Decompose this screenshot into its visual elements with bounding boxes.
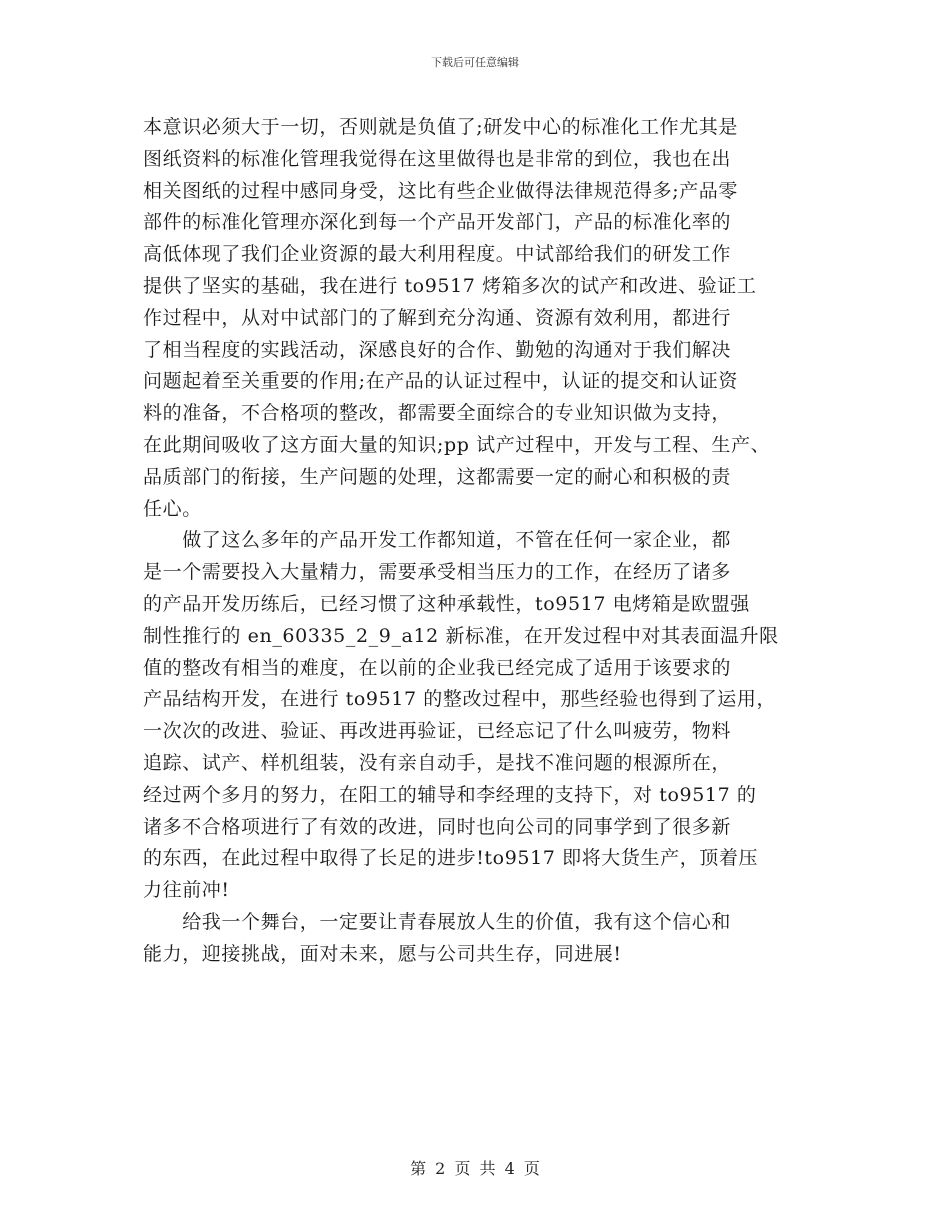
text-line: 图纸资料的标准化管理我觉得在这里做得也是非常的到位，我也在出 [143,147,732,170]
text-line: 能力，迎接挑战，面对未来，愿与公司共生存，同进展! [143,942,622,965]
text-line: 追踪、试产、样机组装，没有亲自动手，是找不准问题的根源所在， [143,751,732,774]
text-line: 提供了坚实的基础，我在进行 to9517 烤箱多次的试产和改进、验证工 [143,274,757,297]
text-line: 任心。 [143,497,202,520]
text-line: 问题起着至关重要的作用;在产品的认证过程中，认证的提交和认证资 [143,370,739,393]
text-line: 一次次的改进、验证、再改进再验证，已经忘记了什么叫疲劳，物料 [143,720,732,743]
text-line: 值的整改有相当的难度，在以前的企业我已经完成了适用于该要求的 [143,656,732,679]
text-line: 制性推行的 en_60335_2_9_a12 新标准，在开发过程中对其表面温升限 [143,624,779,647]
text-line: 相关图纸的过程中感同身受，这比有些企业做得法律规范得多;产品零 [143,179,739,202]
text-line: 产品结构开发，在进行 to9517 的整改过程中，那些经验也得到了运用， [143,688,777,711]
text-line: 在此期间吸收了这方面大量的知识;pp 试产过程中，开发与工程、生产、 [143,433,771,456]
text-line: 的产品开发历练后，已经习惯了这种承载性，to9517 电烤箱是欧盟强 [143,592,750,615]
text-line: 经过两个多月的努力，在阳工的辅导和李经理的支持下，对 to9517 的 [143,783,757,806]
text-line: 给我一个舞台，一定要让青春展放人生的价值，我有这个信心和 [143,910,732,933]
text-line: 高低体现了我们企业资源的最大利用程度。中试部给我们的研发工作 [143,243,732,266]
text-line: 本意识必须大于一切，否则就是负值了;研发中心的标准化工作尤其是 [143,116,739,138]
text-line: 品质部门的衔接，生产问题的处理，这都需要一定的耐心和积极的责 [143,465,732,488]
text-line: 力往前冲! [143,879,230,902]
text-line: 作过程中，从对中试部门的了解到充分沟通、资源有效利用，都进行 [143,306,732,329]
header-note: 下载后可任意编辑 [431,56,519,69]
text-line: 做了这么多年的产品开发工作都知道，不管在任何一家企业，都 [143,529,732,552]
text-line: 的东西，在此过程中取得了长足的进步!to9517 即将大货生产，顶着压 [143,847,759,870]
text-line: 部件的标准化管理亦深化到每一个产品开发部门，产品的标准化率的 [143,211,732,234]
text-line: 了相当程度的实践活动，深感良好的合作、勤勉的沟通对于我们解决 [143,338,732,361]
text-line: 料的准备，不合格项的整改，都需要全面综合的专业知识做为支持， [143,402,732,425]
text-line: 诸多不合格项进行了有效的改进，同时也向公司的同事学到了很多新 [143,815,732,838]
text-line: 是一个需要投入大量精力，需要承受相当压力的工作，在经历了诸多 [143,561,732,584]
document-body [143,112,833,971]
page-number: 第 2 页 共 4 页 [410,1159,540,1178]
